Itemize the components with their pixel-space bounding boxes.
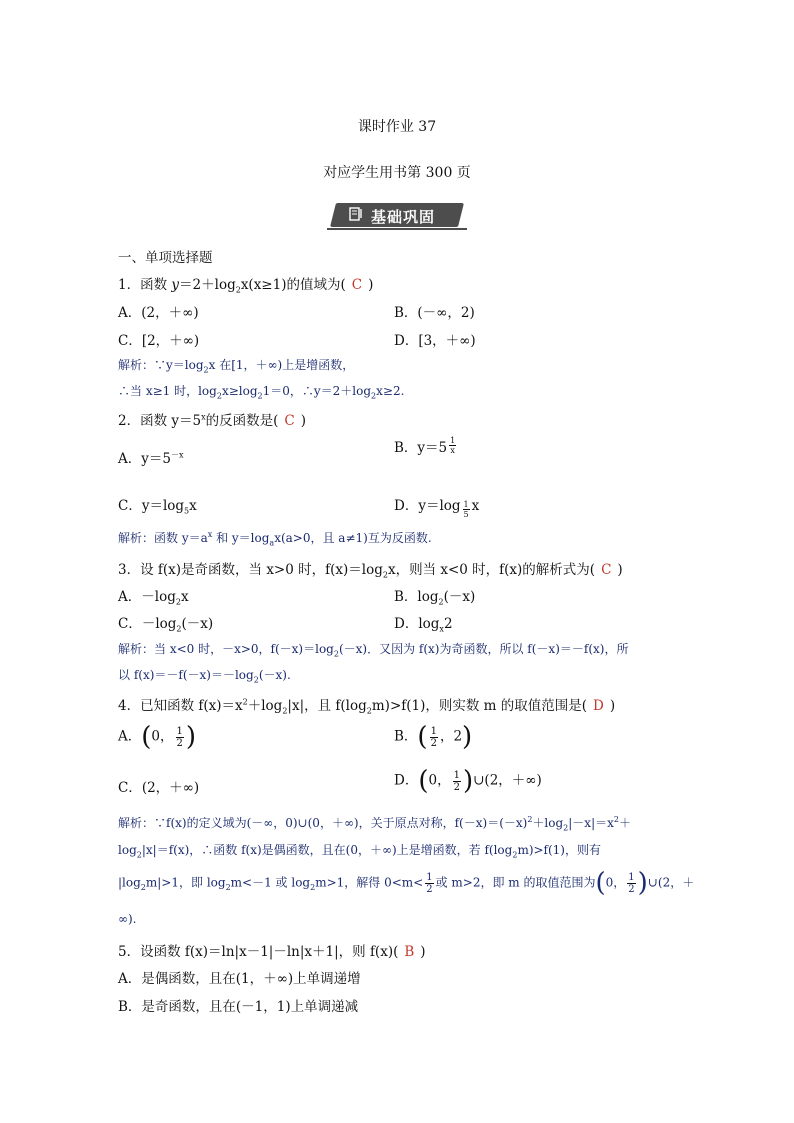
option-c: C．$y=\log_5x$ — [118, 498, 197, 516]
answer-mark: D — [593, 698, 604, 714]
question-5-stem: 5．设函数 f(x)＝ln|x－1|－ln|x＋1|，则 f(x)( B ) — [118, 944, 426, 960]
answer-mark: C — [601, 562, 612, 578]
solution-line: 以 $f(x)=-f(-x)=-\log_2(-x)$. — [118, 668, 291, 685]
notebook-pen-icon — [349, 207, 363, 221]
option-d: D．[3，＋∞) — [394, 333, 476, 349]
solution-line: ∞). — [118, 912, 137, 926]
solution-line: 解析：$\because y=\log_2x$ 在[1，＋∞)上是增函数， — [118, 358, 355, 375]
page-subtitle: 对应学生用书第 300 页 — [323, 165, 471, 181]
solution-line: $|\log_2m|>1$，即 $\log_2m<-1$ 或 $\log_2m>1$，解得 0<m< $\frac{1}{2}$ 或 m>2，即 m 的取值范围为(0， $\frac{1}{2}$ )∪(2，＋ — [118, 868, 695, 898]
page-title: 课时作业 37 — [357, 119, 437, 135]
solution-line: 解析：当 x<0 时，－x>0，$f(-x)=\log_2(-x)$．又因为 f(x)为奇函数，所以 f(－x)＝－f(x)，所 — [118, 642, 629, 659]
option-a: A．(0， $\frac{1}{2}$ ) — [118, 722, 197, 752]
option-c: C．[2，＋∞) — [118, 333, 200, 349]
option-a: A．(2，＋∞) — [118, 305, 199, 321]
answer-mark: B — [404, 944, 415, 960]
solution-line: ∴当 x≥1 时，$\log_2x\ge\log_21=0$，$\therefore y=2+\log_2x\ge 2$. — [118, 384, 405, 401]
question-2-stem: 2．函数 $y=5^x$的反函数是( C ) — [118, 412, 307, 429]
option-b: B．( $\frac{1}{2}$ ，2) — [394, 722, 473, 752]
option-b: B．(－∞，2) — [394, 305, 475, 321]
option-c: C．(2，＋∞) — [118, 780, 200, 796]
solution-line: 解析：函数 $y=a^x$ 和 $y=\log_ax(a>0$，且 a≠1)互为反函数. — [118, 530, 432, 548]
banner-underline — [327, 228, 467, 230]
question-3-stem: 3．设 f(x)是奇函数，当 x>0 时，$f(x)=\log_2x$，则当 x<0 时，f(x)的解析式为( C ) — [118, 562, 623, 580]
option-d: D．y＝log $\frac{1}{5}$ x — [394, 498, 480, 519]
answer-mark: C — [284, 413, 295, 429]
solution-line: $\log_2|x|=f(x)$，∴函数 f(x)是偶函数，且在(0，＋∞)上是增函数，若 $f(\log_2m)>f(1)$，则有 — [118, 843, 601, 860]
question-4-stem: 4．已知函数 $f(x)=x^2+\log_2|x|$，且 $f(\log_2m)>f(1)$，则实数 m 的取值范围是( D ) — [118, 697, 616, 716]
option-b: B．是奇函数，且在(－1，1)上单调递减 — [118, 999, 359, 1015]
option-c: C．$-\log_2(-x)$ — [118, 616, 214, 634]
answer-mark: C — [351, 277, 363, 293]
question-1-stem: 1．函数 $y=2+\log_2x(x\ge 1)$的值域为( C ) — [118, 277, 374, 295]
option-d: D．$\log_x2$ — [394, 616, 453, 634]
section-banner — [327, 200, 467, 230]
option-a: A．$-\log_2x$ — [118, 589, 189, 607]
solution-line: 解析：∵f(x)的定义域为(－∞，0)∪(0，＋∞)，关于原点对称，$f(-x)=(-x)^2+\log_2|-x|=x^2+$ — [118, 815, 631, 833]
option-d: D．(0， $\frac{1}{2}$ )∪(2，＋∞) — [394, 766, 542, 796]
option-b: B．$\log_2(-x)$ — [394, 589, 476, 607]
option-a: A．$y=5^{-x}$ — [118, 450, 184, 467]
banner-text: 基础巩固 — [371, 208, 436, 226]
option-b: B．y＝5 $\frac{1}{x}$ — [394, 436, 456, 456]
option-a: A．是偶函数，且在(1，＋∞)上单调递增 — [118, 971, 361, 987]
section-heading: 一、单项选择题 — [118, 250, 213, 266]
